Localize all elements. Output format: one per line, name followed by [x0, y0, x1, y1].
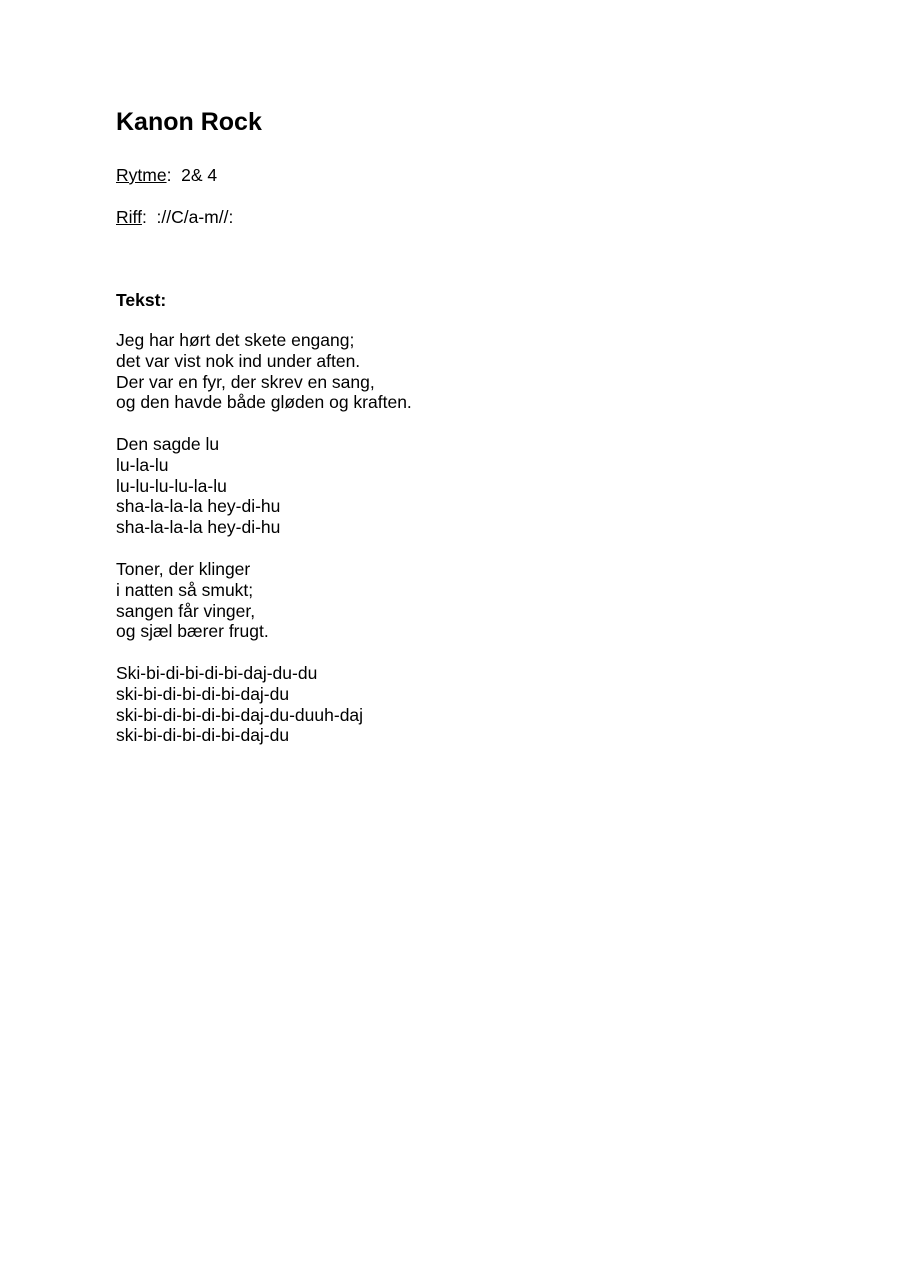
lyric-line: Toner, der klinger: [116, 559, 251, 579]
lyric-line: Jeg har hørt det skete engang;: [116, 330, 355, 350]
lyric-line: ski-bi-di-bi-di-bi-daj-du: [116, 683, 290, 704]
rytme-label: Rytme: [116, 165, 167, 185]
lyric-line: sha-la-la-la hey-di-hu: [116, 517, 281, 538]
riff-value: ://C/a-m//:: [156, 207, 234, 227]
lyric-line: sangen får vinger,: [116, 600, 256, 621]
lyric-line: lu-lu-lu-lu-la-lu: [116, 475, 227, 496]
lyric-line: Den sagde lu: [116, 434, 220, 454]
stanza-4: [116, 663, 363, 746]
lyric-line: og sjæl bærer frugt.: [116, 621, 269, 642]
riff-label: Riff: [116, 207, 142, 227]
rytme-line: [116, 164, 217, 186]
lyric-line: Der var en fyr, der skrev en sang,: [116, 371, 375, 392]
lyric-line: lu-la-lu: [116, 454, 169, 475]
rytme-value: 2& 4: [181, 165, 218, 185]
stanza-3: [116, 559, 269, 642]
song-title: Kanon Rock: [116, 108, 262, 136]
lyric-line: Ski-bi-di-bi-di-bi-daj-du-du: [116, 663, 318, 683]
lyric-line: sha-la-la-la hey-di-hu: [116, 496, 281, 517]
stanza-1: [116, 330, 412, 413]
riff-separator: :: [141, 207, 157, 227]
riff-line: [116, 206, 233, 228]
lyric-line: det var vist nok ind under aften.: [116, 350, 361, 371]
lyric-line: og den havde både gløden og kraften.: [116, 392, 412, 413]
lyric-line: ski-bi-di-bi-di-bi-daj-du-duuh-daj: [116, 704, 364, 725]
lyric-line: ski-bi-di-bi-di-bi-daj-du: [116, 725, 290, 746]
tekst-heading: Tekst:: [116, 290, 167, 310]
stanza-2: [116, 434, 280, 538]
rytme-separator: :: [166, 165, 182, 185]
lyric-line: i natten så smukt;: [116, 579, 254, 600]
